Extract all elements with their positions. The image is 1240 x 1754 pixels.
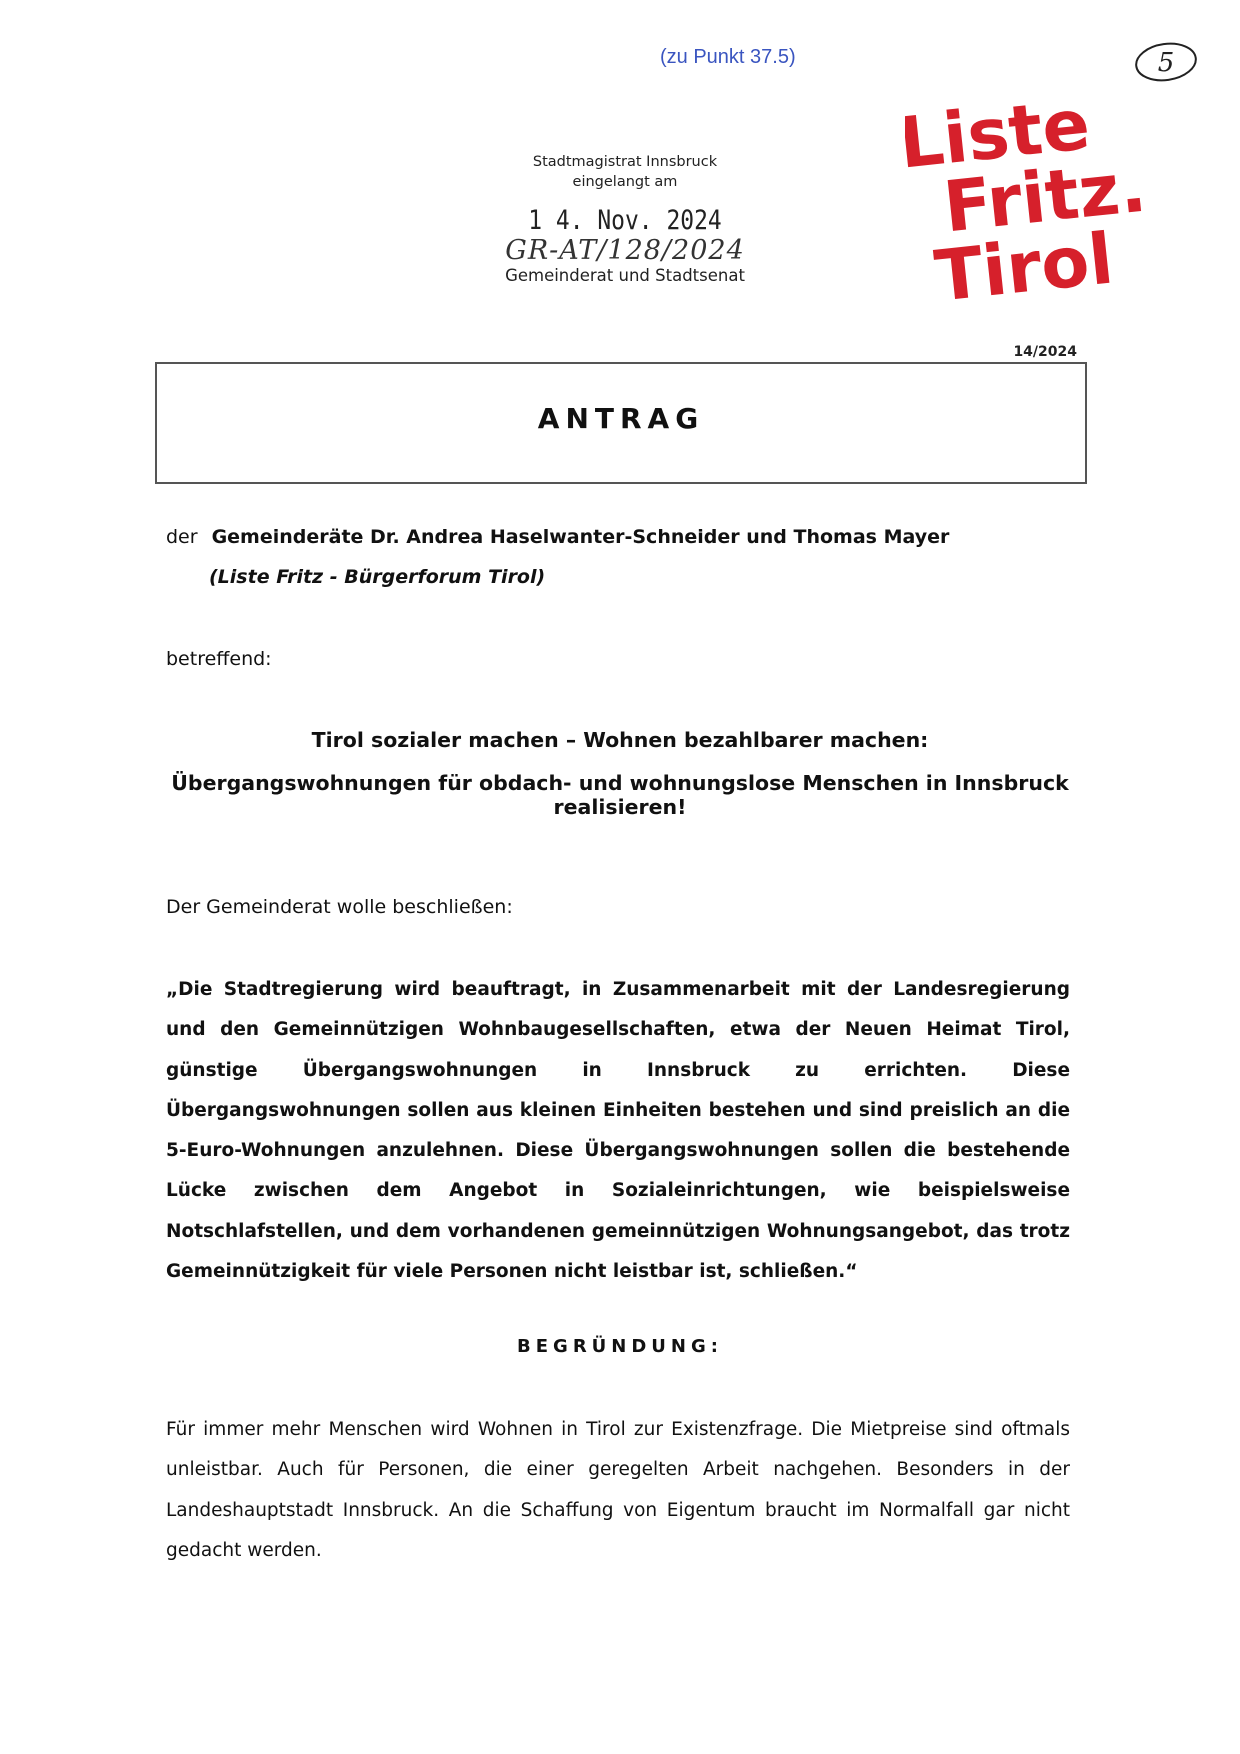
party-name: (Liste Fritz - Bürgerforum Tirol) [209, 566, 546, 588]
author-names: Gemeinderäte Dr. Andrea Haselwanter-Schneider und Thomas Mayer [211, 526, 950, 548]
regarding-label: betreffend: [166, 648, 272, 670]
title-box [155, 362, 1087, 484]
subject-line-2: Übergangswohnungen für obdach- und wohnungslose Menschen in Innsbruck realisieren! [171, 771, 1069, 819]
logo-line-2: Fritz. [939, 145, 1150, 249]
receipt-stamp [480, 152, 770, 286]
stamp-authority: Stadtmagistrat Innsbruck [532, 154, 718, 170]
stamp-date: 1 4. Nov. 2024 [528, 205, 722, 236]
author-prefix: der [166, 526, 198, 548]
liste-fritz-tirol-logo [905, 82, 1165, 307]
logo-line-3: Tirol [931, 217, 1117, 307]
reference-note: (zu Punkt 37.5) [660, 46, 796, 68]
author-line [166, 526, 949, 548]
page-number-text: 5 [1157, 48, 1175, 78]
motion-text: „Die Stadtregierung wird beauftragt, in Zusammenarbeit mit der Landesregierung und den Gemeinnützigen Wohnbaugesellschaften, etwa der Neuen Heimat Tirol, günstige Übergangswohnungen in Innsbruck zu errichten. Diese Übergangswohnungen sollen aus kleinen Einheiten bestehen und sind preislich an die 5-Euro-Wohnungen anzulehnen. Diese Übergangswohnungen sollen die bestehende Lücke zwischen dem Angebot in Sozialeinrichtungen, wie beispielsweise Notschlafstellen, und dem vorhandenen gemeinnützigen Wohnungsangebot, das trotz Gemeinnützigkeit für viele Personen nicht leistbar ist, schließen.“ [166, 979, 1070, 1283]
document-number: 14/2024 [1013, 344, 1077, 360]
logo-line-1: Liste [905, 83, 1094, 185]
subject-line-1: Tirol sozialer machen – Wohnen bezahlbarer machen: [311, 728, 929, 752]
reasoning-text: Für immer mehr Menschen wird Wohnen in Tirol zur Existenzfrage. Die Mietpreise sind oftmals unleistbar. Auch für Personen, die einer geregelten Arbeit nachgehen. Besonders in der Landeshauptstadt Innsbruck. An die Schaffung von Eigentum braucht im Normalfall gar nicht gedacht werden. [166, 1419, 1070, 1561]
stamp-received-label: eingelangt am [572, 174, 678, 190]
document-title: ANTRAG [537, 401, 705, 435]
stamp-handwritten-reference: GR-AT/128/2024 [505, 235, 745, 266]
stamp-department: Gemeinderat und Stadtsenat [505, 266, 745, 285]
handwritten-page-number [1132, 38, 1200, 84]
motion-intro: Der Gemeinderat wolle beschließen: [166, 896, 513, 918]
reasoning-heading: BEGRÜNDUNG: [517, 1336, 723, 1357]
